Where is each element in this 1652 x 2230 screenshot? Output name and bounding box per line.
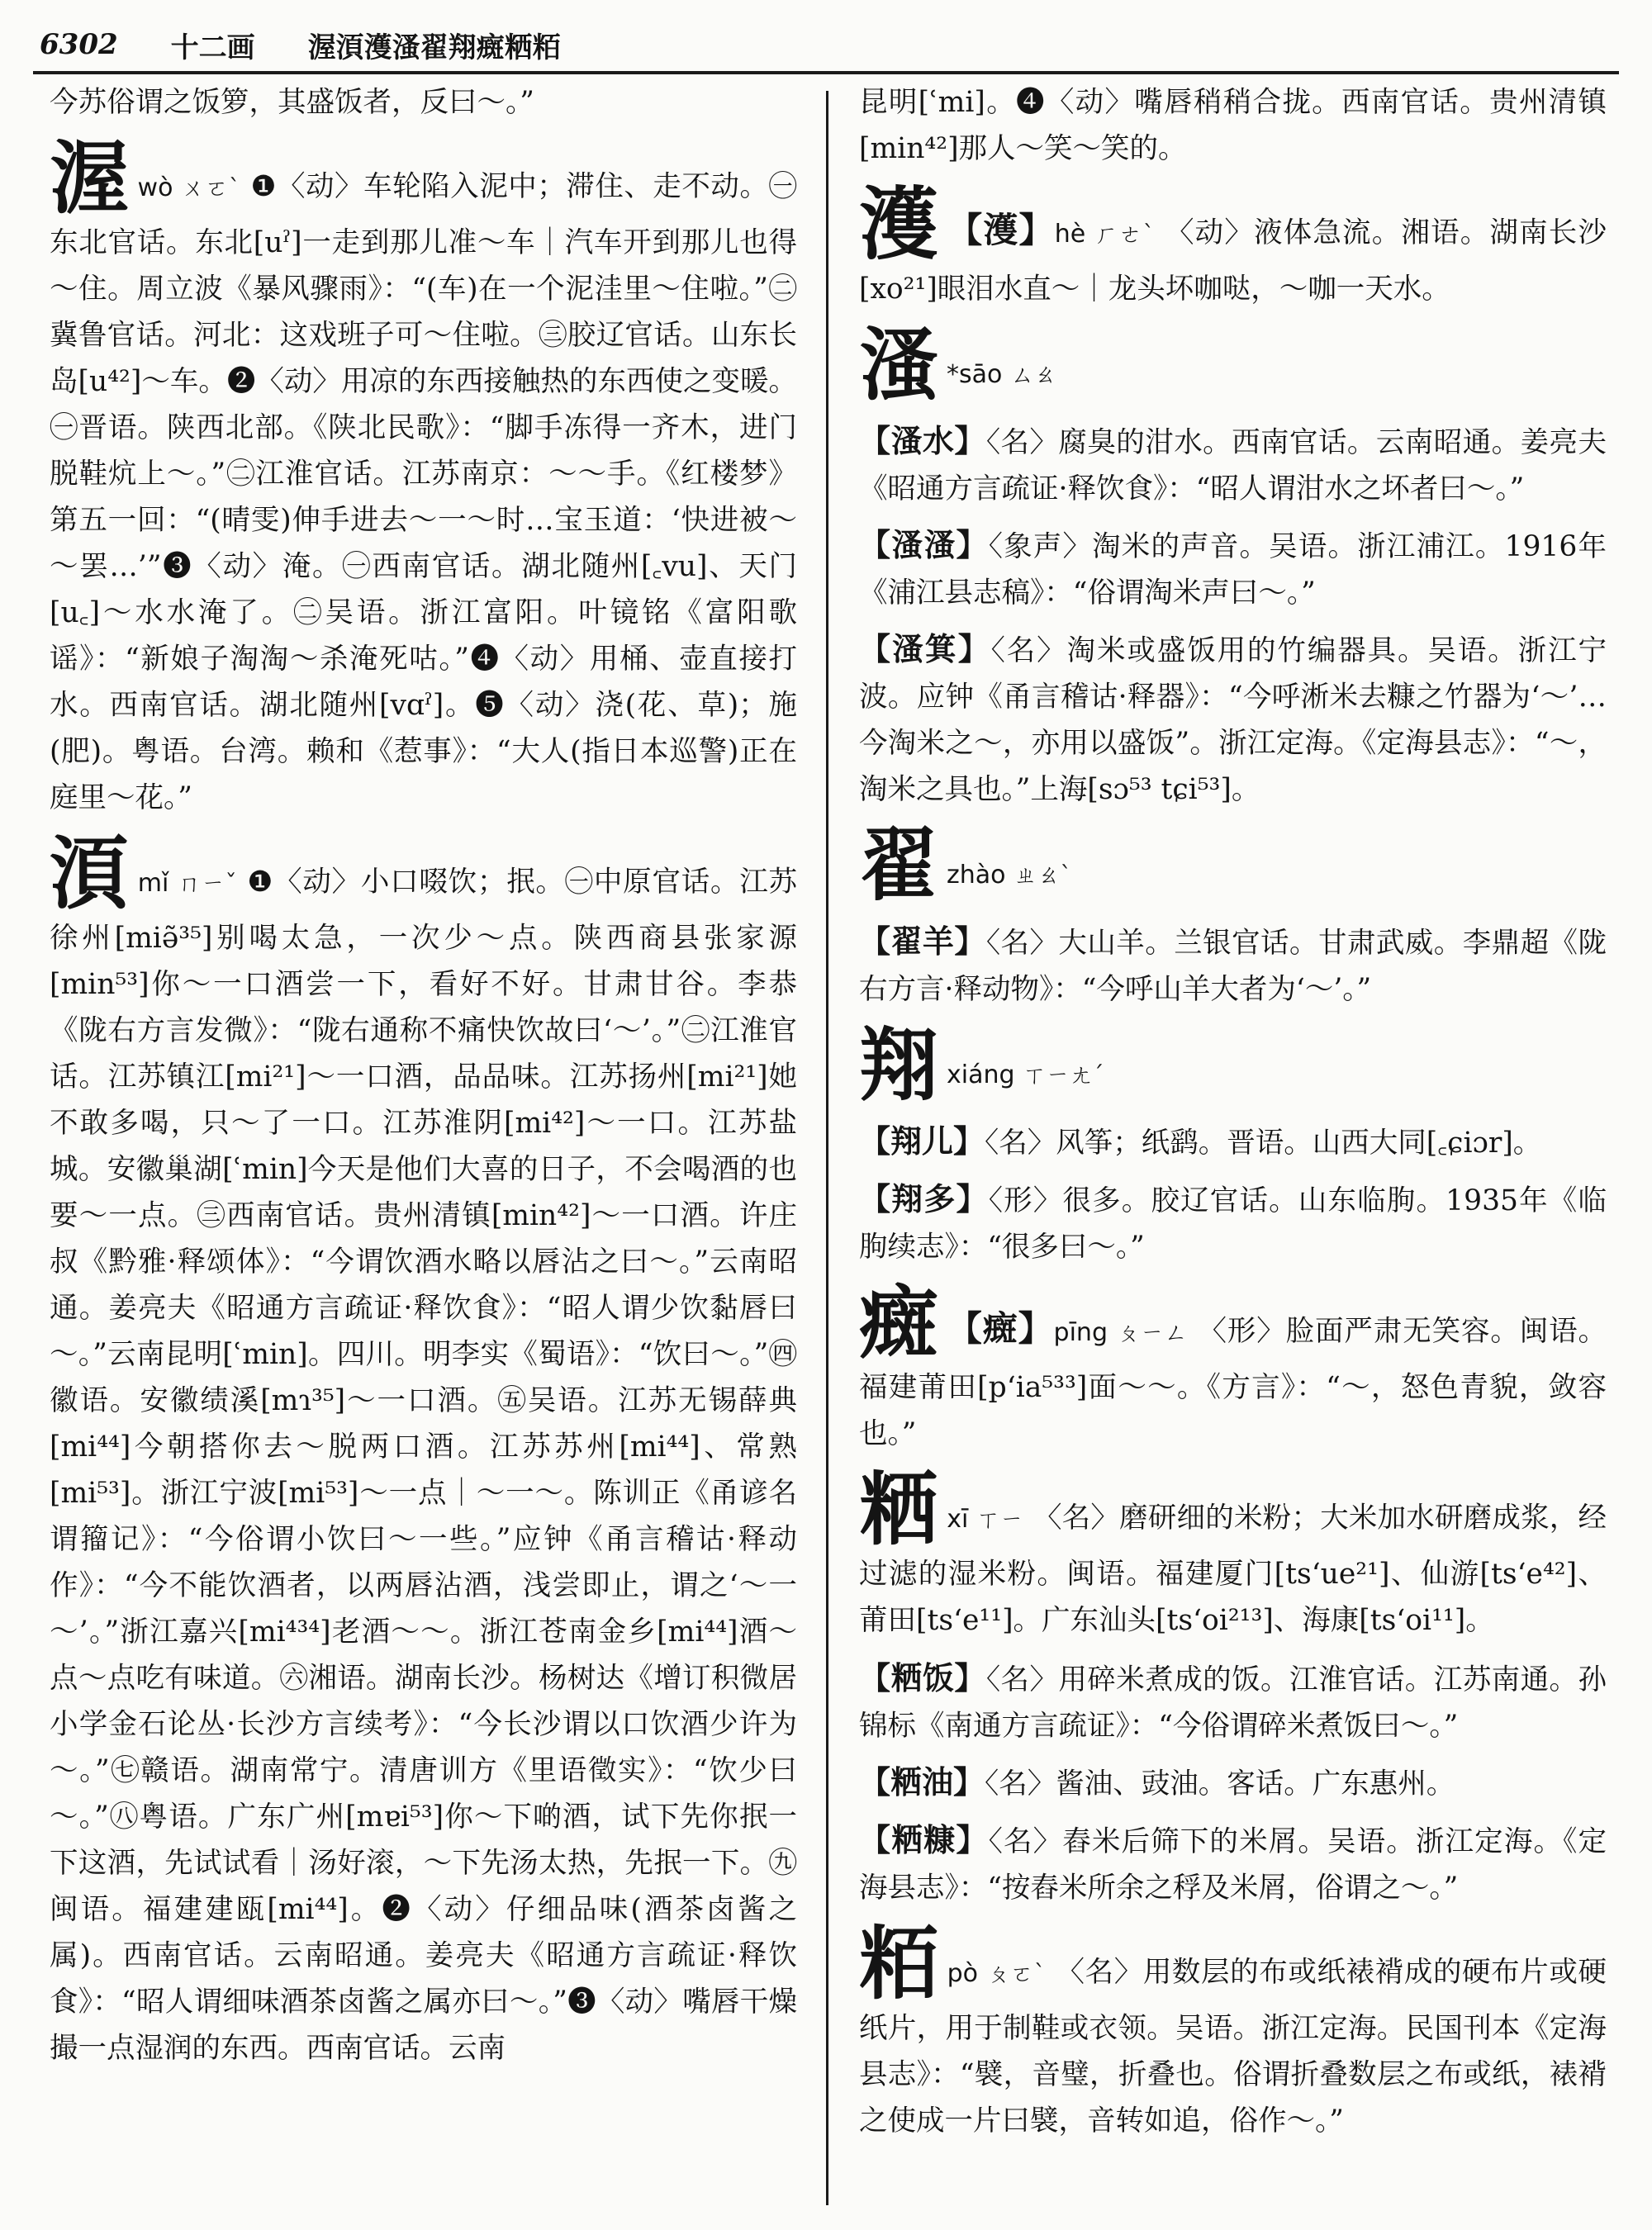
- subentry-xiang-er: [859, 1118, 1607, 1166]
- right-column: [859, 79, 1607, 2205]
- entry-xiang: [859, 1018, 1607, 1112]
- definition-text: 〈名〉磨研细的米粉；大米加水研磨成浆，经过滤的湿米粉。闽语。福建厦门[tsʻue²¹]、仙游[tsʻe⁴²]、莆田[tsʻe¹¹]。广东汕头[tsʻoi²¹³]、海康[tsʻoi¹¹]。: [859, 1502, 1607, 1637]
- definition-text: ❶〈动〉车轮陷入泥中；滞住、走不动。㊀东北官话。东北[uˀ]一走到那儿准～车｜汽车开到那儿也得～住。周立波《暴风骤雨》：“(车)在一个泥洼里～住啦。”㊁冀鲁官话。河北：这戏班子可～住啦。㊂胶辽官话。山东长岛[u⁴²]～车。❷〈动〉用凉的东西接触热的东西使之变暖。㊀晋语。陕西北部。《陕北民歌》：“脚手冻得一齐木，进门脱鞋炕上～。”㊁江淮官话。江苏南京：～～手。《红楼梦》第五一回：“(晴雯)伸手进去～一～时…宝玉道：‘快进被～～罢…’”❸〈动〉淹。㊀西南官话。湖北随州[꜀vu]、天门[u꜀]～水水淹了。㊁吴语。浙江富阳。叶镜铭《富阳歌谣》：“新娘子淘淘～杀淹死咕。”❹〈动〉用桶、壶直接打水。西南官话。湖北随州[vɑˀ]。❺〈动〉浇(花、草)；施(肥)。粤语。台湾。赖和《惹事》：“大人(指日本巡警)正在庭里～花。”: [50, 170, 797, 814]
- definition-text: 〈名〉腐臭的泔水。西南官话。云南昭通。姜亮夫《昭通方言疏证·释饮食》：“昭人谓泔水之坏者曰～。”: [859, 426, 1607, 505]
- headword: 翟: [859, 818, 938, 912]
- entry-ping: [859, 1276, 1607, 1457]
- definition-text: 〈名〉用数层的布或纸裱褙成的硬布片或硬纸片，用于制鞋或衣领。吴语。浙江定海。民国刊本《定海县志》：“襞，音璧，折叠也。俗谓折叠数层之布或纸，裱褙之使成一片曰襞，音转如追，俗作～。”: [859, 1956, 1607, 2137]
- zhuyin: ㄒㄧ: [976, 1506, 1023, 1533]
- continuation-text: 昆明[ʿmi]。❹〈动〉嘴唇稍稍合拢。西南官话。贵州清镇[min⁴²]那人～笑～笑的。: [859, 86, 1607, 165]
- headword: 溞: [859, 318, 938, 411]
- headword: 濩: [859, 178, 940, 271]
- headword: 癍: [859, 1276, 939, 1369]
- subentry-xi-you: [859, 1759, 1607, 1807]
- pinyin: mǐ: [137, 869, 169, 898]
- pinyin: pīng: [1053, 1318, 1108, 1347]
- definition-text: 〈形〉脸面严肃无笑容。闽语。福建莆田[pʻia⁵³³]面～～。《方言》：“～，怒色青貌，敛容也。”: [859, 1315, 1607, 1450]
- pinyin: hè: [1054, 220, 1086, 249]
- subheadword: 【溞水】: [859, 422, 986, 459]
- column-divider: [826, 91, 828, 2205]
- zhuyin: ㄆㄧㄥ: [1115, 1319, 1189, 1346]
- zhuyin: ㄓㄠˋ: [1014, 861, 1072, 889]
- subentry-xi-kang: [859, 1817, 1607, 1911]
- definition-text: 〈动〉液体急流。湘语。湖南长沙[xo²¹]眼泪水直～｜龙头坏咖哒，～咖一天水。: [859, 216, 1607, 306]
- subheadword: 【翟羊】: [859, 923, 986, 960]
- page-header: [40, 21, 1609, 68]
- definition-text: 〈象声〉淘米的声音。吴语。浙江浦江。1916年《浦江县志稿》：“俗谓淘米声曰～。”: [859, 530, 1607, 610]
- definition-text: 〈名〉舂米后筛下的米屑。吴语。浙江定海。《定海县志》：“按舂米所余之稃及米屑，俗谓之～。”: [859, 1825, 1607, 1905]
- definition-text: ❶〈动〉小口啜饮；抿。㊀中原官话。江苏徐州[miə̃³⁵]别喝太急，一次少～点。陕西商县张家源[min⁵³]你～一口酒尝一下，看好不好。甘肃甘谷。李恭《陇右方言发微》：“陇右通称不痛快饮故曰‘～’。”㊁江淮官话。江苏镇江[mi²¹]～一口酒，品品味。江苏扬州[mi²¹]她不敢多喝，只～了一口。江苏淮阴[mi⁴²]～一口。江苏盐城。安徽巢湖[ʿmin]今天是他们大喜的日子，不会喝酒的也要～一点。㊂西南官话。贵州清镇[min⁴²]～一口酒。许庄叔《黔雅·释颂体》：“今谓饮酒水略以唇沾之曰～。”云南昭通。姜亮夫《昭通方言疏证·释饮食》：“昭人谓少饮黏唇曰～。”云南昆明[ʿmin]。四川。明李实《蜀语》：“饮曰～。”㊃徽语。安徽绩溪[mɿ³⁵]～一口酒。㊄吴语。江苏无锡薛典[mi⁴⁴]今朝搭你去～脱两口酒。江苏苏州[mi⁴⁴]、常熟[mi⁵³]。浙江宁波[mi⁵³]～一点｜～一～。陈训正《甬谚名谓籀记》：“今俗谓小饮曰～一些。”应钟《甬言稽诂·释动作》：“今不能饮酒者，以两唇沾酒，浅尝即止，谓之‘～一～’。”浙江嘉兴[mi⁴³⁴]老酒～～。浙江苍南金乡[mi⁴⁴]酒～点～点吃有味道。㊅湘语。湖南长沙。杨树达《增订积微居小学金石论丛·长沙方言续考》：“今长沙谓以口饮酒少许为～。”㊆赣语。湖南常宁。清唐训方《里语徵实》：“饮少曰～。”㊇粤语。广东广州[mɐi⁵³]你～下啲酒，试下先你抿一下这酒，先试试看｜汤好滚，～下先汤太热，先抿一下。㊈闽语。福建建瓯[mi⁴⁴]。❷〈动〉仔细品味(酒茶卤酱之属)。西南官话。云南昭通。姜亮夫《昭通方言疏证·释饮食》：“昭人谓细味酒茶卤酱之属亦曰～。”❸〈动〉嘴唇干燥撮一点湿润的东西。西南官话。云南: [50, 866, 797, 2065]
- definition-text: 〈名〉风筝；纸鹞。晋语。山西大同[꜀ɕiɔr]。: [985, 1127, 1542, 1160]
- definition-text: 〈名〉淘米或盛饭用的竹编器具。吴语。浙江宁波。应钟《甬言稽诂·释器》：“今呼淅米去糠之竹器为‘～’…今淘米之～，亦用以盛饭”。浙江定海。《定海县志》：“～，淘米之具也。”上海[sɔ⁵³ tɕi⁵³]。: [859, 634, 1607, 806]
- pinyin: zhào: [947, 861, 1006, 890]
- zhuyin: ㄆㄛˋ: [986, 1960, 1047, 1987]
- pinyin: pò: [947, 1959, 979, 1988]
- subentry-zhao-yang: [859, 918, 1607, 1013]
- subentry-sao-shui: [859, 418, 1607, 512]
- subentry-sao-sao: [859, 522, 1607, 616]
- entry-xi: [859, 1463, 1607, 1644]
- subheadword: 【粞糠】: [859, 1821, 989, 1858]
- entry-zhao: [859, 818, 1607, 912]
- headword: 湏: [50, 827, 130, 920]
- definition-text: 〈名〉酱油、豉油。客话。广东惠州。: [985, 1767, 1455, 1801]
- definition-text: 〈形〉很多。胶辽官话。山东临朐。1935年《临朐续志》：“很多曰～。”: [859, 1184, 1607, 1264]
- section-label: 十二画: [170, 31, 255, 64]
- left-column: [50, 79, 797, 2205]
- subentry-xiang-duo: [859, 1176, 1607, 1270]
- zhuyin: ㄇㄧˇ: [177, 870, 238, 897]
- definition-text: 〈名〉用碎米煮成的饭。江淮官话。江苏南通。孙锦标《南通方言疏证》：“今俗谓碎米煮饭曰～。”: [859, 1663, 1607, 1743]
- pinyin: *sāo: [947, 360, 1003, 389]
- subheadword: 【粞饭】: [859, 1659, 986, 1696]
- headword: 粨: [859, 1917, 939, 2010]
- headword: 粞: [859, 1463, 939, 1556]
- entry-sao: [859, 318, 1607, 411]
- zhuyin: ㄏㄜˋ: [1094, 221, 1156, 248]
- subheadword: 【溞溞】: [859, 526, 989, 563]
- subentry-xi-fan: [859, 1655, 1607, 1749]
- pinyin: wò: [137, 173, 173, 202]
- subheadword: 【粞油】: [859, 1763, 985, 1801]
- continuation-text: 今苏俗谓之饭箩，其盛饭者，反曰～。”: [50, 86, 534, 119]
- pinyin: xiáng: [947, 1060, 1015, 1089]
- headword: 渥: [50, 131, 130, 225]
- traditional-form: 【癍】: [947, 1308, 1054, 1349]
- subheadword: 【溞箕】: [859, 630, 991, 667]
- index-characters: 渥湏濩溞翟翔癍粞粨: [307, 31, 561, 64]
- subheadword: 【翔多】: [859, 1180, 989, 1217]
- entry-he: [859, 178, 1607, 312]
- traditional-form: 【濩】: [947, 210, 1055, 250]
- definition-text: 〈名〉大山羊。兰银官话。甘肃武威。李鼎超《陇右方言·释动物》：“今呼山羊大者为‘～’。”: [859, 927, 1607, 1006]
- pinyin: xī: [947, 1505, 969, 1534]
- entry-po: [859, 1917, 1607, 2144]
- page-number: 6302: [40, 28, 118, 61]
- zhuyin: ㄨㄛˋ: [181, 174, 241, 202]
- subentry-sao-ji: [859, 626, 1607, 813]
- zhuyin: ㄙㄠ: [1010, 361, 1057, 388]
- subheadword: 【翔儿】: [859, 1122, 985, 1160]
- entry-mi: [50, 827, 797, 2071]
- zhuyin: ㄒㄧㄤˊ: [1023, 1061, 1104, 1089]
- entry-wo: [50, 131, 797, 821]
- header-rule: [33, 71, 1619, 74]
- headword: 翔: [859, 1018, 938, 1112]
